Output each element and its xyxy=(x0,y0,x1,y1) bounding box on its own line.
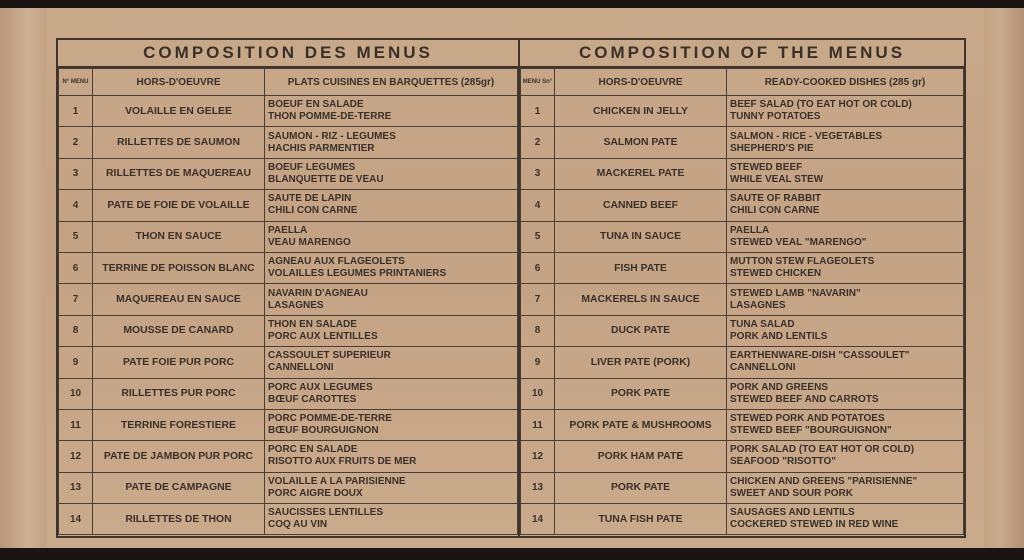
hors-doeuvre-cell: PATE DE FOIE DE VOLAILLE xyxy=(93,190,265,221)
menu-number: 14 xyxy=(59,504,93,535)
menu-number: 7 xyxy=(59,284,93,315)
menu-number: 2 xyxy=(59,127,93,158)
menu-row xyxy=(521,409,964,440)
menu-number: 9 xyxy=(521,347,555,378)
dishes-cell xyxy=(727,347,964,378)
hors-doeuvre-cell: THON EN SAUCE xyxy=(93,221,265,252)
menu-number: 5 xyxy=(521,221,555,252)
english-header-hors: HORS-D'OEUVRE xyxy=(555,69,727,96)
dish-line: STEWED VEAL "MARENGO" xyxy=(730,236,867,248)
box-left-edge xyxy=(0,8,46,548)
dish-line: BLANQUETTE DE VEAU xyxy=(268,173,384,185)
menu-number: 1 xyxy=(521,96,555,127)
dish-line: TUNA SALAD xyxy=(730,318,795,330)
dish-line: CHILI CON CARNE xyxy=(730,205,820,217)
menu-row xyxy=(521,284,964,315)
dish-line: PORC POMME-DE-TERRE xyxy=(268,413,392,425)
menu-row xyxy=(59,252,518,283)
dish-line: STEWED BEEF xyxy=(730,161,803,173)
dish-line: STEWED LAMB "NAVARIN" xyxy=(730,287,861,299)
hors-doeuvre-cell: MAQUEREAU EN SAUCE xyxy=(93,284,265,315)
menu-number: 13 xyxy=(59,472,93,503)
english-header-row xyxy=(521,69,964,96)
menu-number: 2 xyxy=(521,127,555,158)
menu-row xyxy=(521,96,964,127)
hors-doeuvre-cell: FISH PATE xyxy=(555,252,727,283)
menu-number: 8 xyxy=(59,315,93,346)
menu-number: 7 xyxy=(521,284,555,315)
hors-doeuvre-cell: SALMON PATE xyxy=(555,127,727,158)
dishes-cell xyxy=(727,221,964,252)
dish-line: CASSOULET SUPERIEUR xyxy=(268,350,391,362)
menu-row xyxy=(59,347,518,378)
hors-doeuvre-cell: DUCK PATE xyxy=(555,315,727,346)
dishes-cell xyxy=(265,252,518,283)
english-menu-panel xyxy=(518,38,966,538)
dish-line: SWEET AND SOUR PORK xyxy=(730,487,853,499)
french-menu-panel xyxy=(56,38,520,538)
dishes-cell xyxy=(265,221,518,252)
hors-doeuvre-cell: CHICKEN IN JELLY xyxy=(555,96,727,127)
menu-row xyxy=(521,252,964,283)
menu-number: 9 xyxy=(59,347,93,378)
hors-doeuvre-cell: LIVER PATE (PORK) xyxy=(555,347,727,378)
hors-doeuvre-cell: CANNED BEEF xyxy=(555,190,727,221)
hors-doeuvre-cell: RILLETTES DE MAQUEREAU xyxy=(93,158,265,189)
dish-line: EARTHENWARE-DISH "CASSOULET" xyxy=(730,350,910,362)
english-menu-table xyxy=(520,68,964,535)
menu-number: 3 xyxy=(521,158,555,189)
menu-row xyxy=(521,158,964,189)
dishes-cell xyxy=(265,127,518,158)
hors-doeuvre-cell: PORK PATE xyxy=(555,378,727,409)
dish-line: NAVARIN D'AGNEAU xyxy=(268,287,368,299)
hors-doeuvre-cell: MACKEREL PATE xyxy=(555,158,727,189)
hors-doeuvre-cell: PATE DE JAMBON PUR PORC xyxy=(93,441,265,472)
dish-line: CANNELLONI xyxy=(730,362,796,374)
dish-line: SAUSAGES AND LENTILS xyxy=(730,507,855,519)
dishes-cell xyxy=(727,378,964,409)
dish-line: TUNNY POTATOES xyxy=(730,111,821,123)
dish-line: SAUMON - RIZ - LEGUMES xyxy=(268,130,396,142)
dish-line: SHEPHERD'S PIE xyxy=(730,142,814,154)
dish-line: LASAGNES xyxy=(730,299,786,311)
dish-line: STEWED CHICKEN xyxy=(730,268,822,280)
dishes-cell xyxy=(727,315,964,346)
menu-row xyxy=(59,284,518,315)
dish-line: BŒUF CAROTTES xyxy=(268,393,357,405)
menu-number: 12 xyxy=(59,441,93,472)
dishes-cell xyxy=(727,409,964,440)
dish-line: AGNEAU AUX FLAGEOLETS xyxy=(268,256,405,268)
menu-row xyxy=(59,221,518,252)
dish-line: SAUCISSES LENTILLES xyxy=(268,507,384,519)
dish-line: CHICKEN AND GREENS "PARISIENNE" xyxy=(730,475,918,487)
dishes-cell xyxy=(265,96,518,127)
hors-doeuvre-cell: PATE FOIE PUR PORC xyxy=(93,347,265,378)
dish-line: STEWED PORK AND POTATOES xyxy=(730,413,885,425)
menu-row xyxy=(521,127,964,158)
menu-row xyxy=(59,472,518,503)
dishes-cell xyxy=(727,252,964,283)
menu-row xyxy=(59,127,518,158)
menu-row xyxy=(59,409,518,440)
menu-number: 5 xyxy=(59,221,93,252)
menu-number: 6 xyxy=(521,252,555,283)
dishes-cell xyxy=(265,472,518,503)
hors-doeuvre-cell: PORK HAM PATE xyxy=(555,441,727,472)
dish-line: PAELLA xyxy=(730,224,770,236)
menu-number: 11 xyxy=(521,409,555,440)
dish-line: RISOTTO AUX FRUITS DE MER xyxy=(268,456,417,468)
dishes-cell xyxy=(727,190,964,221)
menu-number: 4 xyxy=(59,190,93,221)
hors-doeuvre-cell: TERRINE DE POISSON BLANC xyxy=(93,252,265,283)
dishes-cell xyxy=(265,504,518,535)
menu-number: 6 xyxy=(59,252,93,283)
menu-row xyxy=(59,378,518,409)
hors-doeuvre-cell: TERRINE FORESTIERE xyxy=(93,409,265,440)
menu-number: 12 xyxy=(521,441,555,472)
menu-number: 8 xyxy=(521,315,555,346)
menu-number: 4 xyxy=(521,190,555,221)
dish-line: PORK SALAD (TO EAT HOT OR COLD) xyxy=(730,444,915,456)
hors-doeuvre-cell: MACKERELS IN SAUCE xyxy=(555,284,727,315)
dish-line: WHILE VEAL STEW xyxy=(730,173,824,185)
menu-row xyxy=(521,190,964,221)
menu-row xyxy=(521,221,964,252)
menu-row xyxy=(59,315,518,346)
hors-doeuvre-cell: TUNA FISH PATE xyxy=(555,504,727,535)
dish-line: BOEUF EN SALADE xyxy=(268,99,364,111)
menu-row xyxy=(521,347,964,378)
hors-doeuvre-cell: VOLAILLE EN GELEE xyxy=(93,96,265,127)
menu-number: 1 xyxy=(59,96,93,127)
dish-line: PAELLA xyxy=(268,224,308,236)
dishes-cell xyxy=(265,158,518,189)
dish-line: VEAU MARENGO xyxy=(268,236,351,248)
dishes-cell xyxy=(727,472,964,503)
english-header-num: MENU Sn° xyxy=(521,69,555,96)
menu-row xyxy=(521,315,964,346)
hors-doeuvre-cell: RILLETTES DE SAUMON xyxy=(93,127,265,158)
dish-line: STEWED BEEF AND CARROTS xyxy=(730,393,879,405)
dish-line: PORK AND LENTILS xyxy=(730,330,828,342)
menu-row xyxy=(59,504,518,535)
french-menu-table xyxy=(58,68,518,535)
dish-line: CHILI CON CARNE xyxy=(268,205,358,217)
dish-line: SEAFOOD "RISOTTO" xyxy=(730,456,836,468)
menu-row xyxy=(521,472,964,503)
french-panel-title: COMPOSITION DES MENUS xyxy=(58,40,518,68)
hors-doeuvre-cell: PORK PATE xyxy=(555,472,727,503)
hors-doeuvre-cell: TUNA IN SAUCE xyxy=(555,221,727,252)
menu-row xyxy=(59,190,518,221)
dish-line: MUTTON STEW FLAGEOLETS xyxy=(730,256,875,268)
hors-doeuvre-cell: RILLETTES PUR PORC xyxy=(93,378,265,409)
dish-line: PORC EN SALADE xyxy=(268,444,358,456)
french-header-row xyxy=(59,69,518,96)
dishes-cell xyxy=(727,284,964,315)
dishes-cell xyxy=(265,409,518,440)
dishes-cell xyxy=(265,284,518,315)
menu-row xyxy=(521,504,964,535)
french-header-num: N° MENU xyxy=(59,69,93,96)
dish-line: PORC AUX LENTILLES xyxy=(268,330,378,342)
menu-row xyxy=(521,378,964,409)
dish-line: VOLAILLE A LA PARISIENNE xyxy=(268,475,406,487)
dishes-cell xyxy=(265,347,518,378)
menu-number: 13 xyxy=(521,472,555,503)
box-right-edge xyxy=(984,8,1024,548)
dishes-cell xyxy=(265,441,518,472)
dish-line: LASAGNES xyxy=(268,299,324,311)
french-header-hors: HORS-D'OEUVRE xyxy=(93,69,265,96)
french-header-dishes: PLATS CUISINES EN BARQUETTES (285gr) xyxy=(265,69,518,96)
hors-doeuvre-cell: RILLETTES DE THON xyxy=(93,504,265,535)
dish-line: BOEUF LEGUMES xyxy=(268,161,356,173)
menu-number: 10 xyxy=(59,378,93,409)
dishes-cell xyxy=(727,441,964,472)
menu-number: 11 xyxy=(59,409,93,440)
dishes-cell xyxy=(265,315,518,346)
menu-number: 10 xyxy=(521,378,555,409)
menu-row xyxy=(59,441,518,472)
dish-line: PORC AUX LEGUMES xyxy=(268,381,373,393)
dish-line: PORC AIGRE DOUX xyxy=(268,487,363,499)
menu-row xyxy=(521,441,964,472)
dish-line: PORK AND GREENS xyxy=(730,381,828,393)
menu-number: 3 xyxy=(59,158,93,189)
hors-doeuvre-cell: MOUSSE DE CANARD xyxy=(93,315,265,346)
dish-line: STEWED BEEF "BOURGUIGNON" xyxy=(730,425,892,437)
dish-line: SAUTE DE LAPIN xyxy=(268,193,352,205)
dishes-cell xyxy=(727,96,964,127)
dishes-cell xyxy=(727,158,964,189)
dishes-cell xyxy=(727,504,964,535)
hors-doeuvre-cell: PORK PATE & MUSHROOMS xyxy=(555,409,727,440)
english-header-dishes: READY-COOKED DISHES (285 gr) xyxy=(727,69,964,96)
english-panel-title: COMPOSITION OF THE MENUS xyxy=(520,40,964,68)
dish-line: THON POMME-DE-TERRE xyxy=(268,111,392,123)
dish-line: COQ AU VIN xyxy=(268,519,328,531)
dishes-cell xyxy=(265,190,518,221)
dish-line: HACHIS PARMENTIER xyxy=(268,142,375,154)
dish-line: CANNELLONI xyxy=(268,362,334,374)
dish-line: BEEF SALAD (TO EAT HOT OR COLD) xyxy=(730,99,912,111)
dish-line: THON EN SALADE xyxy=(268,318,357,330)
dish-line: COCKERED STEWED IN RED WINE xyxy=(730,519,899,531)
menu-row xyxy=(59,158,518,189)
dish-line: SALMON - RICE - VEGETABLES xyxy=(730,130,883,142)
dish-line: BŒUF BOURGUIGNON xyxy=(268,425,379,437)
hors-doeuvre-cell: PATE DE CAMPAGNE xyxy=(93,472,265,503)
menu-row xyxy=(59,96,518,127)
dishes-cell xyxy=(727,127,964,158)
dish-line: SAUTE OF RABBIT xyxy=(730,193,822,205)
menu-number: 14 xyxy=(521,504,555,535)
dish-line: VOLAILLES LEGUMES PRINTANIERS xyxy=(268,268,447,280)
dishes-cell xyxy=(265,378,518,409)
